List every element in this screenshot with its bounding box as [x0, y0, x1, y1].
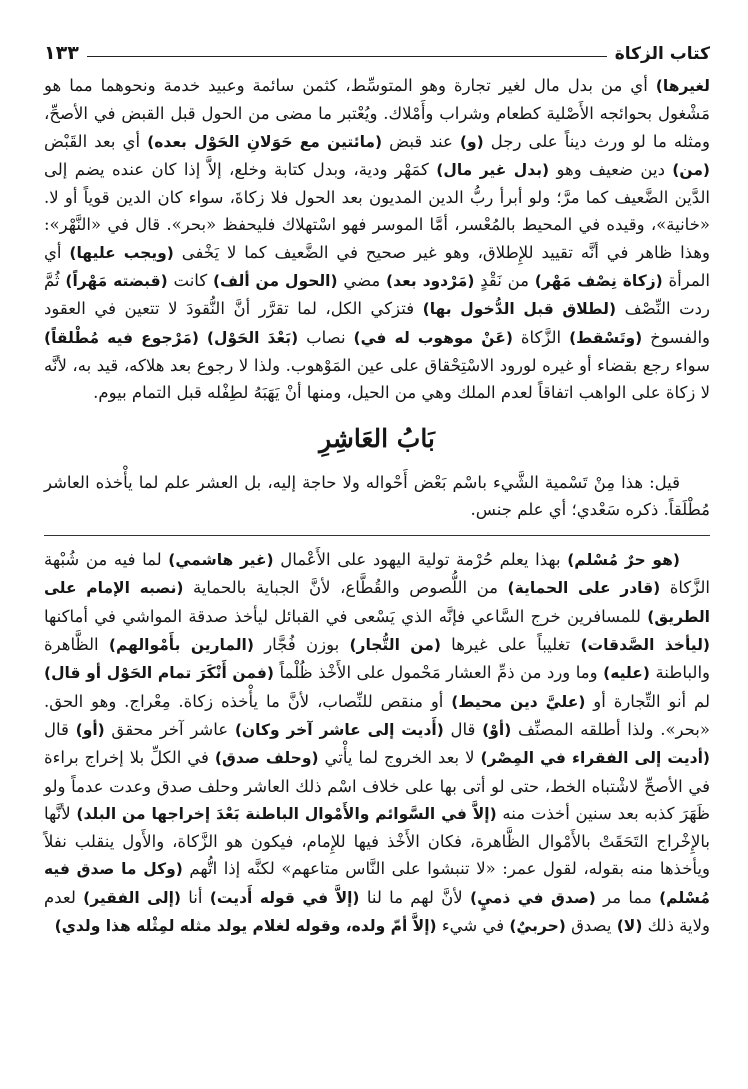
matn-quote: (مَرْدود بعد): [386, 272, 475, 291]
commentary-text: ثُمَّ ردت النِّصْف: [44, 271, 710, 319]
commentary-text: بهذا يعلم حُرْمة تولية اليهود على الأَعْمال: [273, 550, 568, 570]
commentary-text: لأنَّ لهم ما لنا: [359, 887, 470, 907]
page-number: ١٣٣: [44, 42, 79, 64]
commentary-text: أي من بدل مال لغير تجارة وهو المتوسِّط، كثمن سائمة وعبيد خدمة ونحوهما مما هو مَشْغول بحوائجه الأَصْلية كطعام وشراب وأَمْلاك. ويُعْتبر ما مضى من الحول قبل القبض في الأصحِّ، ومثله ما لو ورث ديناً على رجل: [44, 76, 710, 151]
commentary-text: في الكلِّ بلا إخراج براءة في الأصحِّ لاشْتباه الخط، حتى لو أتى بها على خلاف اسْم ذلك العاشر وحلف صدق وعدت عدماً ولو ظَهَرَ كذبه بعد سنين أخذت منه: [44, 748, 711, 823]
commentary-text: قال: [44, 719, 76, 739]
matn-quote: (فمن أَنْكَرَ تمام الحَوْل أو قال): [44, 664, 274, 683]
chapter-intro-note: قيل: هذا مِنْ تَسْمية الشَّيء باسْم بَعْض أَحْواله ولا حاجة إليه، بل العشر علم لما يأْخذه العاشر مُطْلَقاً. ذكره سَعْدي؛ أي علم جنس.: [44, 469, 710, 537]
commentary-text: لا بعد الخروج لما يأْتي: [318, 748, 481, 768]
commentary-text: أنا: [181, 887, 210, 907]
commentary-text: عاشر آخر محقق: [104, 719, 235, 739]
matn-quote: (بدل غير مال): [436, 160, 550, 179]
matn-quote: (مَرْجوع فيه مُطْلقاً): [44, 328, 199, 347]
commentary-text: أي المرأة: [44, 242, 710, 291]
matn-quote: (غير هاشمي): [168, 551, 274, 570]
matn-quote: (أديت إلى الفقراء في المِصْر): [480, 749, 710, 768]
matn-quote: (نصبه الإمام على الطريق): [44, 579, 710, 626]
matn-quote: (عليه): [603, 664, 650, 683]
matn-quote: (أوْ): [482, 720, 512, 739]
commentary-text: لعدم ولاية ذلك: [44, 887, 710, 936]
paragraph-commentary-1: [44, 72, 710, 407]
matn-quote: (أَديت إلى عاشر آخر وكان): [234, 720, 444, 739]
matn-quote: (بَعْدَ الحَوْل): [206, 328, 299, 347]
header-rule: [87, 56, 607, 57]
commentary-text: الزَّكاة: [512, 327, 570, 347]
commentary-text: كمَهْر ودية، وبدل كتابة وخلع، إلاَّ إذا كان عنده يضم إلى الدَّين الضَّعيف كما مرَّ؛ ولو أبرأ ربُّ الدين المديون بعد الحول فلا زكاةَ، سواء كان الدين قوياً أو لا. «خانية»، وقيده في المحيط بالمُعْسر، أمَّا الموسر فهو اسْتهلاك فليحفظ «بحر». قال في «النَّهْر»: وهذا ظاهر في أنَّه تقييد للإِطلاق، وهو غير صحيح في الضَّعيف كما لا يَخْفى: [44, 159, 710, 262]
matn-quote: (هو حرٌ مُسْلم): [567, 551, 680, 570]
matn-quote: (إلاَّ في قوله أَديت): [209, 888, 360, 907]
commentary-text: أو منقص للنِّصاب، لأنَّ ما يأْخذه زكاة. مِعْراج. وهو الحق. «بحر». ولذا أطلقه المصنِّف: [44, 691, 710, 739]
commentary-text: للمسافرين خرج السَّاعي فإنَّه الذي يَسْعى في القبائل ليأخذ صدقة المواشي في أماكنها: [44, 606, 648, 626]
matn-quote: (المارين بأَمْوالهم): [108, 636, 254, 655]
book-title: كتاب الزكاة: [614, 44, 710, 64]
matn-quote: (و): [459, 132, 484, 151]
commentary-text: سواء رجع بقضاء أو غيره لورود الاسْتِحْقاق على عين المَوْهوب. ولذا لا رجوع بعد هلاكه، قيد به، لأنَّه لا زكاة على الواهب اتفاقاً لعدم الملك وهي من الحيل، ومنها أنْ يَهَبَهُ لطِفْله قبل التمام بيوم.: [44, 355, 710, 403]
matn-quote: (إلى الفقير): [83, 888, 181, 907]
matn-quote: (عَنْ موهوب له في): [353, 328, 513, 347]
chapter-title: بَابُ العَاشِرِ: [319, 423, 435, 453]
commentary-text: قال: [443, 719, 483, 739]
matn-quote: (ويجب عليها): [69, 243, 174, 262]
book-page: [44, 30, 710, 940]
matn-quote: لغيرها): [655, 77, 710, 95]
commentary-text: عند قبض: [382, 131, 460, 151]
commentary-text: أي بعد القَبْض: [44, 131, 148, 151]
commentary-text: تغليباً على غيرها: [440, 635, 581, 655]
commentary-text: [199, 328, 207, 347]
commentary-text: كانت: [167, 271, 213, 291]
commentary-text: لما فيه من شُبْهة الزَّكاة: [44, 550, 710, 598]
commentary-text: من نَقْدٍ: [474, 271, 535, 291]
matn-quote: (من التُّجار): [349, 636, 441, 655]
matn-quote: (قبضته مَهْراً): [65, 272, 168, 291]
matn-quote: (عليَّ دين محيط): [451, 692, 586, 711]
commentary-text: نصاب: [298, 327, 354, 347]
running-header: [44, 30, 710, 64]
matn-quote: (أو): [75, 720, 105, 739]
matn-quote: (وتَسْقط): [569, 328, 643, 347]
matn-quote: (إلاَّ أمّ ولده، وقوله لغلام يولد مثله لمِثْله هذا ولدي): [54, 917, 437, 936]
matn-quote: (قادر على الحماية): [507, 579, 661, 598]
commentary-text: في شيء: [436, 916, 510, 936]
matn-quote: (من): [672, 160, 711, 179]
commentary-text: من اللُّصوص والقُطَّاع، لأنَّ الجباية بالحماية: [183, 578, 508, 598]
matn-quote: (لا): [616, 917, 643, 936]
matn-quote: (زكاة نِصْف مَهْر): [534, 272, 663, 291]
matn-quote: (وكل ما صدق فيه مُسْلم): [44, 860, 711, 907]
paragraph-commentary-2: [44, 546, 710, 940]
commentary-text: لأنَّها بالإِخْراج التَحَقَتْ بالأَمْوال الظَّاهرة، فكان الأَخْذ فيها للإِمام، فيكون هو الزَّكاة، والأَول ينقلب نفلاً ويأخذها منه بقوله، لقول عمر: «لا تنبشوا على النَّاس متاعهم» لكنَّه إذا اتُّهم: [44, 803, 711, 879]
commentary-text: دين ضعيف وهو: [549, 159, 673, 179]
matn-quote: (إلاَّ في السَّوائم والأَمْوال الباطنة بَعْدَ إخراجها من البلد): [76, 804, 497, 823]
commentary-text: مضي: [337, 271, 387, 291]
commentary-text: وما ورد من ذمِّ العشار مَحْمول على الأَخْذ ظُلْماً: [274, 663, 604, 683]
matn-quote: (مائتين مع حَوَلانِ الحَوْل بعده): [147, 132, 383, 151]
matn-quote: (الحول من ألف): [212, 272, 338, 291]
commentary-text: فتزكي الكل، لما تقرَّر أنَّ النُّقودَ لا تتعين في العقود والفسوخ: [44, 299, 710, 347]
commentary-text: لم أنو التِّجارة أو: [585, 691, 710, 711]
commentary-text: بوزن فُجَّار: [253, 635, 350, 655]
commentary-text: الظَّاهرة والباطنة: [44, 635, 710, 683]
commentary-text: يصدق: [565, 916, 617, 936]
matn-quote: (لطلاق قبل الدُّخول بها): [422, 300, 617, 319]
commentary-text: مما مر: [595, 887, 660, 907]
matn-quote: (حربيٌ): [509, 917, 566, 936]
matn-quote: (ليأخذ الصَّدقات): [580, 636, 711, 655]
matn-quote: (وحلف صدق): [214, 749, 319, 768]
matn-quote: (صدق في ذميٍ): [470, 888, 596, 907]
